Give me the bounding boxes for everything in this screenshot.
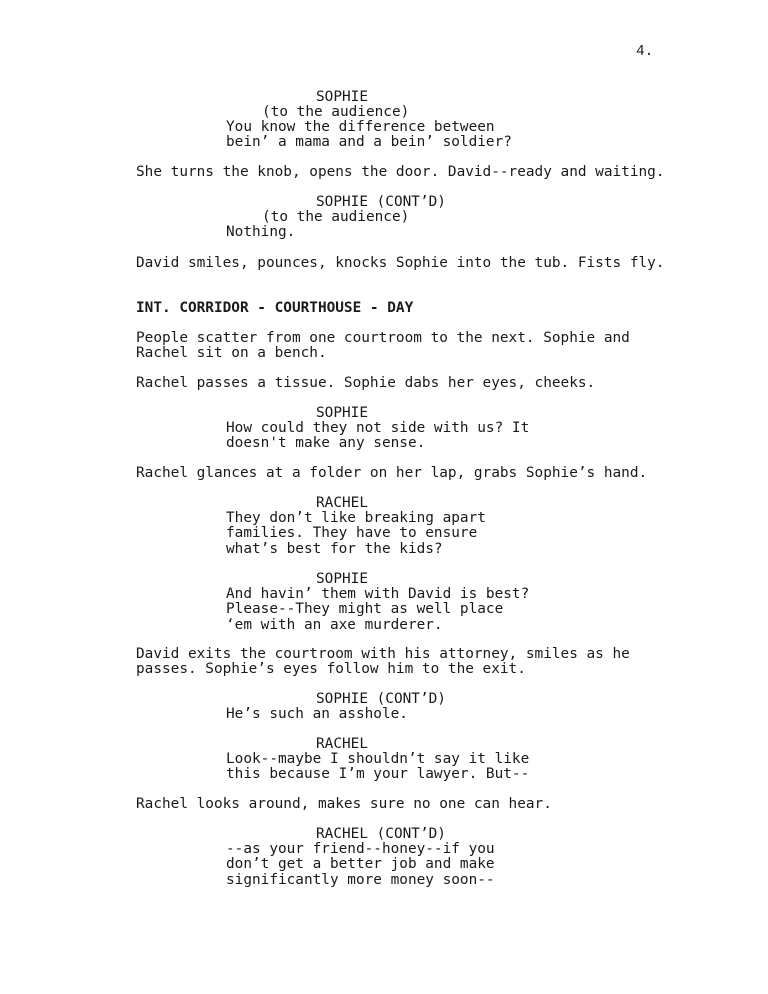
parenthetical: (to the audience) bbox=[262, 209, 410, 225]
action-line: David smiles, pounces, knocks Sophie into the tub. Fists fly. bbox=[136, 255, 665, 271]
parenthetical: (to the audience) bbox=[262, 104, 410, 120]
dialogue: Nothing. bbox=[226, 224, 296, 240]
action-line: She turns the knob, opens the door. David--ready and waiting. bbox=[136, 164, 665, 180]
dialogue: He’s such an asshole. bbox=[226, 706, 408, 722]
action-line: People scatter from one courtroom to the next. Sophie and Rachel sit on a bench. bbox=[136, 330, 630, 362]
dialogue: You know the difference between bein’ a mama and a bein’ soldier? bbox=[226, 119, 512, 151]
action-line: Rachel looks around, makes sure no one can hear. bbox=[136, 796, 552, 812]
character-cue: RACHEL (CONT’D) bbox=[316, 826, 446, 842]
character-cue: SOPHIE (CONT’D) bbox=[316, 194, 446, 210]
action-line: David exits the courtroom with his attorney, smiles as he passes. Sophie’s eyes follow him to the exit. bbox=[136, 646, 630, 678]
action-line: Rachel passes a tissue. Sophie dabs her eyes, cheeks. bbox=[136, 375, 596, 391]
character-cue: SOPHIE bbox=[316, 89, 368, 105]
character-cue: SOPHIE bbox=[316, 405, 368, 421]
action-line: Rachel glances at a folder on her lap, grabs Sophie’s hand. bbox=[136, 465, 648, 481]
character-cue: SOPHIE (CONT’D) bbox=[316, 691, 446, 707]
dialogue: They don’t like breaking apart families. They have to ensure what’s best for the kids? bbox=[226, 510, 486, 557]
character-cue: SOPHIE bbox=[316, 571, 368, 587]
character-cue: RACHEL bbox=[316, 736, 368, 752]
page-number: 4. bbox=[636, 44, 654, 60]
scene-heading: INT. CORRIDOR - COURTHOUSE - DAY bbox=[136, 300, 414, 316]
dialogue: And havin’ them with David is best? Please--They might as well place ‘em with an axe murderer. bbox=[226, 586, 530, 633]
character-cue: RACHEL bbox=[316, 495, 368, 511]
dialogue: Look--maybe I shouldn’t say it like this because I’m your lawyer. But-- bbox=[226, 751, 530, 783]
dialogue: How could they not side with us? It doesn't make any sense. bbox=[226, 420, 530, 452]
dialogue: --as your friend--honey--if you don’t get a better job and make significantly more money soon-- bbox=[226, 841, 495, 888]
